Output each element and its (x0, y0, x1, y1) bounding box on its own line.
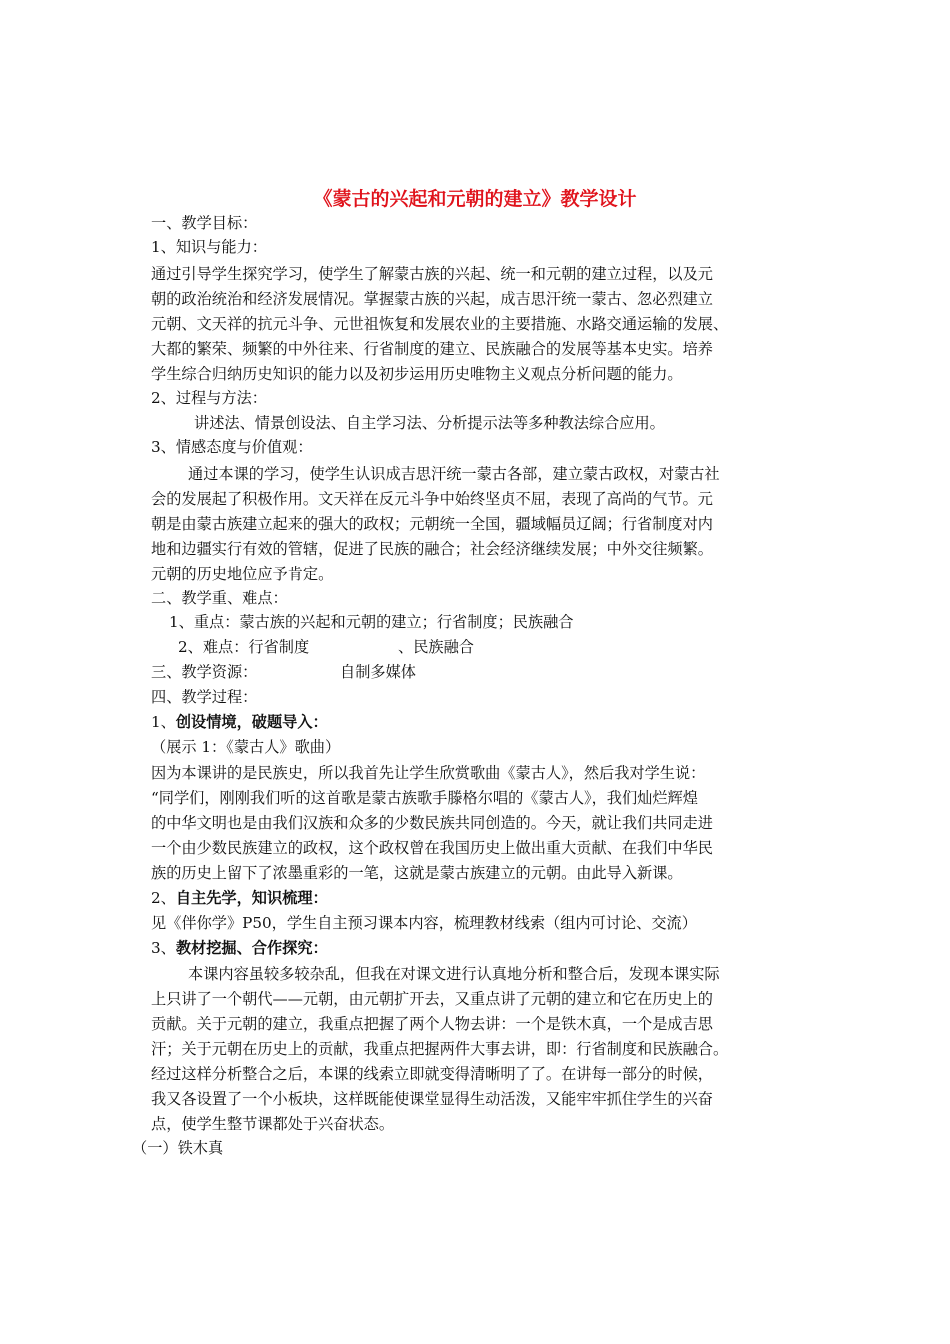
step-title: 教材挖掘、合作探究： (175, 939, 328, 957)
paragraph-line: 朝的政治统治和经济发展情况。掌握蒙古族的兴起，成吉思汗统一蒙古、忽必烈建立 (151, 290, 713, 308)
paragraph-line: 上只讲了一个朝代——元朝，由元朝扩开去，又重点讲了元朝的建立和它在历史上的 (151, 990, 713, 1008)
document-title: 《蒙古的兴起和元朝的建立》教学设计 (313, 188, 637, 210)
subheading-knowledge: 1、知识与能力： (151, 238, 267, 256)
paragraph-line: 点，使学生整节课都处于兴奋状态。 (151, 1115, 394, 1133)
paragraph-line: 朝是由蒙古族建立起来的强大的政权；元朝统一全国，疆域幅员辽阔；行省制度对内 (151, 515, 713, 533)
paragraph-line: 的中华文明也是由我们汉族和众多的少数民族共同创造的。今天，就让我们共同走进 (151, 814, 713, 832)
paragraph-line: 族的历史上留下了浓墨重彩的一笔，这就是蒙古族建立的元朝。由此导入新课。 (151, 864, 683, 882)
key-point-line: 1、重点：蒙古族的兴起和元朝的建立；行省制度；民族融合 (169, 613, 574, 631)
display-note: （展示 1：《蒙古人》歌曲） (151, 738, 341, 756)
paragraph-line: 元朝、文天祥的抗元斗争、元世祖恢复和发展农业的主要措施、水路交通运输的发展、 (151, 315, 729, 333)
paragraph-line: 本课内容虽较多较杂乱，但我在对课文进行认真地分析和整合后，发现本课实际 (188, 965, 720, 983)
paragraph-line: 汗；关于元朝在历史上的贡献，我重点把握两件大事去讲，即：行省制度和民族融合。 (151, 1040, 729, 1058)
paragraph-line: 一个由少数民族建立的政权，这个政权曾在我国历史上做出重大贡献、在我们中华民 (151, 839, 713, 857)
section-heading-resources: 三、教学资源： (151, 663, 258, 681)
paragraph-line: 贡献。关于元朝的建立，我重点把握了两个人物去讲：一个是铁木真，一个是成吉思 (151, 1015, 713, 1033)
step-heading (151, 936, 328, 960)
paragraph-line: 经过这样分析整合之后，本课的线索立即就变得清晰明了了。在讲每一部分的时候， (151, 1065, 713, 1083)
paragraph-line: “同学们，刚刚我们听的这首歌是蒙古族歌手滕格尔唱的《蒙古人》，我们灿烂辉煌 (151, 789, 698, 807)
paragraph-line: 会的发展起了积极作用。文天祥在反元斗争中始终坚贞不屈，表现了高尚的气节。元 (151, 490, 713, 508)
difficulty-line-continued: 、民族融合 (398, 638, 474, 656)
paragraph-line: 学生综合归纳历史知识的能力以及初步运用历史唯物主义观点分析问题的能力。 (151, 365, 683, 383)
paragraph-line: 地和边疆实行有效的管辖，促进了民族的融合；社会经济继续发展；中外交往频繁。 (151, 540, 713, 558)
difficulty-line: 2、难点：行省制度 (178, 638, 310, 656)
step-title: 自主先学，知识梳理： (175, 889, 328, 907)
step-number: 3、 (151, 939, 176, 957)
paragraph-line: 我又各设置了一个小板块，这样既能使课堂显得生动活泼，又能牢牢抓住学生的兴奋 (151, 1090, 713, 1108)
step-number: 2、 (151, 889, 176, 907)
section-heading-key-points: 二、教学重、难点： (151, 589, 288, 607)
step-heading (151, 886, 328, 910)
section-heading-objectives: 一、教学目标： (151, 214, 258, 232)
paragraph-line: 通过引导学生探究学习，使学生了解蒙古族的兴起、统一和元朝的建立过程，以及元 (151, 265, 713, 283)
section-heading-process: 四、教学过程： (151, 688, 258, 706)
subheading-process: 2、过程与方法： (151, 389, 267, 407)
subheading-values: 3、情感态度与价值观： (151, 438, 313, 456)
paragraph-line: 讲述法、情景创设法、自主学习法、分析提示法等多种教法综合应用。 (194, 414, 665, 432)
step-title: 创设情境，破题导入： (175, 713, 328, 731)
paragraph-line: 因为本课讲的是民族史，所以我首先让学生欣赏歌曲《蒙古人》，然后我对学生说： (151, 764, 706, 782)
subsection-heading: （一）铁木真 (132, 1139, 224, 1157)
paragraph-line: 见《伴你学》P50，学生自主预习课本内容，梳理教材线索（组内可讨论、交流） (151, 914, 697, 932)
paragraph-line: 大都的繁荣、频繁的中外往来、行省制度的建立、民族融合的发展等基本史实。培养 (151, 340, 713, 358)
paragraph-line: 通过本课的学习，使学生认识成吉思汗统一蒙古各部，建立蒙古政权，对蒙古社 (188, 465, 720, 483)
step-number: 1、 (151, 713, 176, 731)
resource-value: 自制多媒体 (340, 663, 416, 681)
step-heading (151, 710, 328, 734)
paragraph-line: 元朝的历史地位应予肯定。 (151, 565, 334, 583)
